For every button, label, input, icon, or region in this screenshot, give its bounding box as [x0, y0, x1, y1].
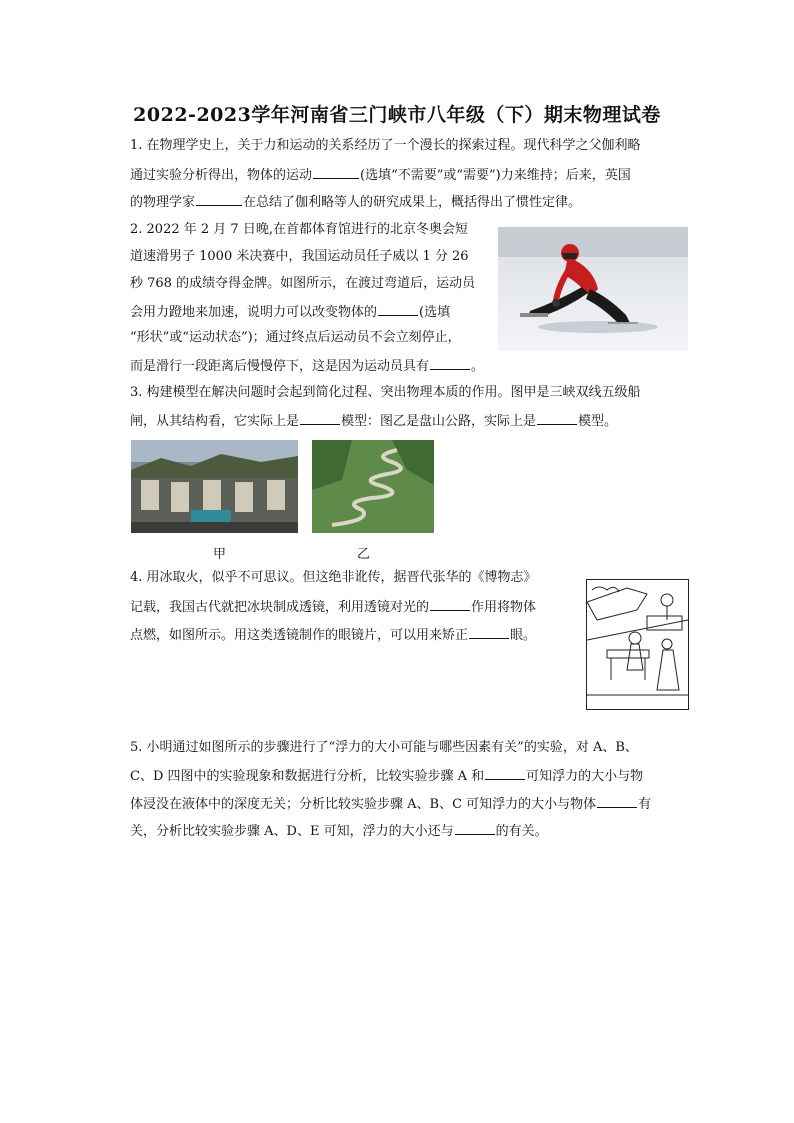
q4-text: 记载，我国古代就把冰块制成透镜，利用透镜对光的 — [130, 600, 430, 615]
q4-blank-2[interactable] — [469, 626, 509, 639]
q3-blank-2[interactable] — [537, 412, 577, 425]
q2-line-1: 2. 2022 年 2 月 7 日晚,在首都体育馆进行的北京冬奥会短 — [130, 222, 468, 237]
q1-text: 通过实验分析得出，物体的运动 — [130, 168, 313, 183]
q2-text: 会用力蹬地来加速，说明力可以改变物体的 — [130, 305, 378, 320]
q5-line-1: 5. 小明通过如图所示的步骤进行了“浮力的大小可能与哪些因素有关”的实验，对 A、B、 — [130, 740, 638, 755]
q4-text: 点燃，如图所示。用这类透镜制作的眼镜片，可以用来矫正 — [130, 628, 469, 643]
figure-caption-yi: 乙 — [357, 547, 371, 562]
q5-line-4 — [130, 822, 548, 840]
q2-line-4 — [130, 303, 450, 321]
q1-blank-2[interactable] — [196, 193, 242, 206]
q3-blank-1[interactable] — [300, 412, 340, 425]
q1-line-3 — [130, 193, 581, 211]
q1-line-2 — [130, 166, 631, 184]
q5-text: C、D 四图中的实验现象和数据进行分析，比较实验步骤 A 和 — [130, 769, 485, 784]
q5-blank-1[interactable] — [485, 767, 525, 780]
q2-line-6 — [130, 357, 484, 375]
q5-text: 关，分析比较实验步骤 A、D、E 可知，浮力的大小还与 — [130, 824, 454, 839]
q2-text: 。 — [471, 359, 485, 374]
q5-text: 的有关。 — [495, 824, 548, 839]
q2-text: 而是滑行一段距离后慢慢停下，这是因为运动员具有 — [130, 359, 430, 374]
q2-blank-2[interactable] — [430, 357, 470, 370]
q4-line-1: 4. 用冰取火，似乎不可思议。但这绝非讹传，据晋代张华的《博物志》 — [130, 570, 537, 585]
q3-text: 模型：图乙是盘山公路，实际上是 — [341, 414, 537, 429]
figure-caption-jia: 甲 — [213, 547, 227, 562]
ancient-ice-lens-illustration — [586, 579, 689, 710]
q5-blank-2[interactable] — [597, 795, 637, 808]
q3-text: 闸，从其结构看，它实际上是 — [130, 414, 300, 429]
q2-blank-1[interactable] — [378, 303, 418, 316]
q1-text: (选填“不需要”或“需要”)力来维持；后来，英国 — [360, 168, 631, 183]
q5-text: 可知浮力的大小与物 — [526, 769, 644, 784]
q4-line-3 — [130, 626, 536, 644]
q5-line-3 — [130, 795, 651, 813]
q4-text: 作用将物体 — [471, 600, 537, 615]
q2-line-2: 道速滑男子 1000 米决赛中，我国运动员任子威以 1 分 26 — [130, 249, 469, 264]
q2-line-5: “形状”或“运动状态”)；通过终点后运动员不会立刻停止， — [130, 330, 461, 345]
q1-line-1: 1. 在物理学史上，关于力和运动的关系经历了一个漫长的探索过程。现代科学之父伽利略 — [130, 138, 641, 153]
q2-text: (选填 — [419, 305, 451, 320]
q5-text: 有 — [638, 797, 652, 812]
q4-blank-1[interactable] — [430, 598, 470, 611]
ship-lock-photo — [131, 440, 298, 533]
q4-text: 眼。 — [510, 628, 537, 643]
q2-line-3: 秒 768 的成绩夺得金牌。如图所示，在渡过弯道后，运动员 — [130, 276, 476, 291]
q5-blank-3[interactable] — [455, 822, 495, 835]
q1-text: 在总结了伽利略等人的研究成果上，概括得出了惯性定律。 — [243, 195, 582, 210]
page-title: 2022-2023学年河南省三门峡市八年级（下）期末物理试卷 — [133, 104, 661, 126]
q4-line-2 — [130, 598, 536, 616]
q3-line-1: 3. 构建模型在解决问题时会起到简化过程、突出物理本质的作用。图甲是三峡双线五级船 — [130, 385, 641, 400]
q5-line-2 — [130, 767, 643, 785]
speed-skater-photo — [498, 227, 688, 351]
q5-text: 体浸没在液体中的深度无关；分析比较实验步骤 A、B、C 可知浮力的大小与物体 — [130, 797, 597, 812]
mountain-road-photo — [312, 440, 434, 533]
q3-line-2 — [130, 412, 617, 430]
q3-text: 模型。 — [578, 414, 618, 429]
q1-text: 的物理学家 — [130, 195, 196, 210]
q1-blank-1[interactable] — [313, 166, 359, 179]
